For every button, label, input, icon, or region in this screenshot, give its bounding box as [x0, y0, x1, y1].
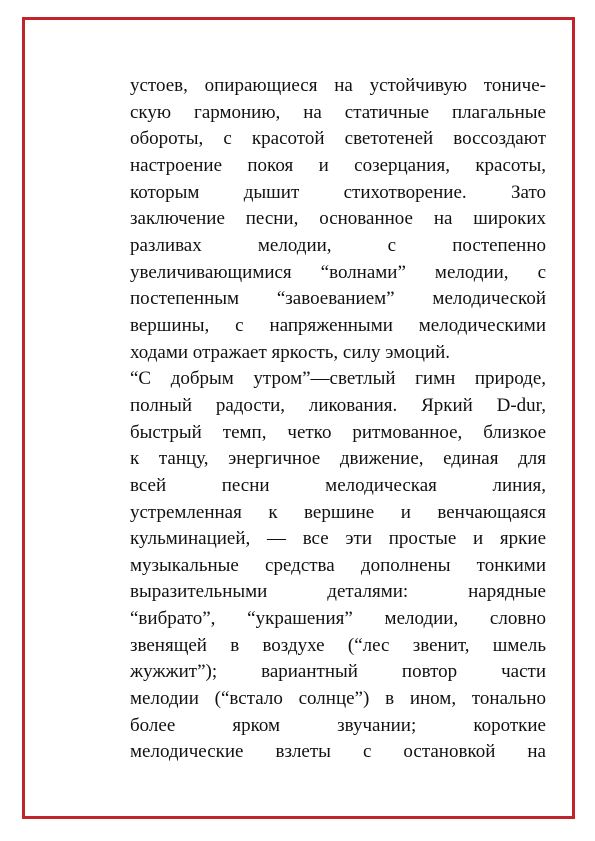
- text-line: которым дышит стихотворение. Зато: [130, 181, 546, 203]
- text-line: увеличивающимися “волнами” мелодии, с: [130, 261, 546, 283]
- text-line: быстрый темп, четко ритмованное, близкое: [130, 421, 546, 443]
- text-line: “вибрато”, “украшения” мелодии, словно: [130, 608, 546, 630]
- text-line: ходами отражает яркость, силу эмоций.: [130, 341, 451, 363]
- text-line: выразительными деталями: нарядные: [130, 581, 546, 603]
- text-line: к танцу, энергичное движение, единая для: [130, 448, 546, 470]
- text-line: более ярком звучании; короткие: [130, 714, 546, 736]
- text-line: всей песни мелодическая линия,: [130, 474, 546, 496]
- text-line: настроение покоя и созерцания, красоты,: [130, 154, 546, 176]
- text-line: устоев, опирающиеся на устойчивую тониче-: [130, 75, 546, 96]
- text-line: обороты, с красотой светотеней воссоздают: [130, 128, 546, 150]
- text-line: мелодические взлеты с остановкой на: [130, 741, 546, 763]
- text-line: скую гармонию, на статичные плагальные: [130, 101, 546, 123]
- paragraph-2: [130, 366, 546, 766]
- paragraph-1: [130, 73, 546, 366]
- text-line: жужжит”); вариантный повтор части: [130, 661, 546, 683]
- text-line: устремленная к вершине и венчающаяся: [130, 501, 546, 523]
- text-line: разливах мелодии, с постепенно: [130, 234, 546, 256]
- text-line: постепенным “завоеванием” мелодической: [130, 288, 546, 310]
- text-line: звенящей в воздухе (“лес звенит, шмель: [130, 634, 546, 656]
- text-line: мелодии (“встало солнце”) в ином, тонально: [130, 688, 546, 710]
- text-line: музыкальные средства дополнены тонкими: [130, 554, 546, 576]
- text-line: кульминацией, — все эти простые и яркие: [130, 528, 546, 550]
- text-line: заключение песни, основанное на широких: [130, 208, 546, 230]
- text-line: “С добрым утром”—светлый гимн природе,: [130, 368, 546, 390]
- text-body: [130, 73, 546, 766]
- text-line: полный радости, ликования. Яркий D-dur,: [130, 394, 546, 416]
- text-line: вершины, с напряженными мелодическими: [130, 314, 546, 336]
